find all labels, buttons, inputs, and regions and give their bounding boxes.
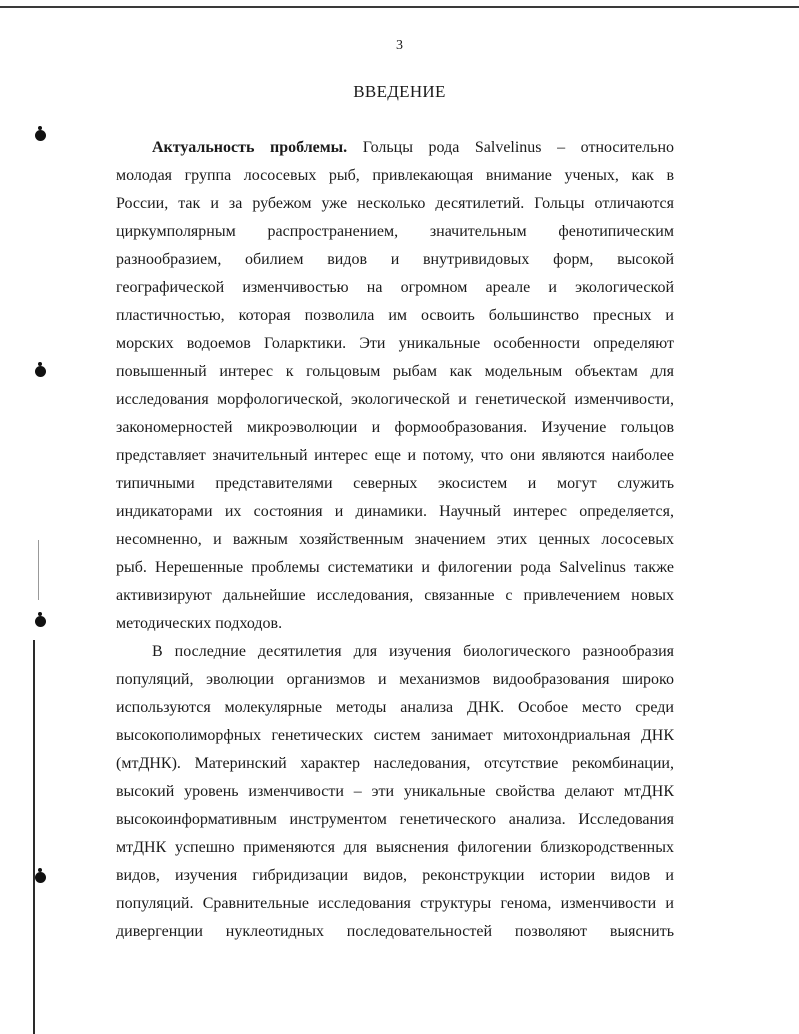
- text-line: представляет значительный интерес еще и потому, что они являются наиболее: [116, 447, 674, 464]
- punch-hole-mark: [35, 366, 46, 377]
- text-line: типичными представителями северных экосистем и могут служить: [116, 475, 674, 492]
- text-line: Актуальность проблемы. Гольцы рода Salvelinus – относительно: [152, 139, 675, 156]
- left-scan-tick: [38, 540, 39, 600]
- punch-hole-mark: [35, 872, 46, 883]
- text-line: высокоинформативным инструментом генетического анализа. Исследования: [116, 811, 674, 828]
- punch-hole-mark: [35, 616, 46, 627]
- text-line: активизируют дальнейшие исследования, связанные с привлечением новых: [116, 587, 674, 604]
- text-line: популяций, эволюции организмов и механизмов видообразования широко: [116, 671, 674, 688]
- text-line: высокий уровень изменчивости – эти уникальные свойства делают мтДНК: [116, 783, 674, 800]
- paragraph-mtdna: [116, 638, 674, 946]
- text-line: России, так и за рубежом уже несколько десятилетий. Гольцы отличаются: [116, 195, 674, 212]
- text-line: исследования морфологической, экологической и генетической изменчивости,: [116, 391, 674, 408]
- text-line: пластичностью, которая позволила им освоить большинство пресных и: [116, 307, 674, 324]
- page-number: 3: [396, 38, 403, 53]
- text-line: дивергенции нуклеотидных последовательностей позволяют выяснить: [116, 923, 674, 940]
- top-scan-border: [0, 6, 799, 8]
- text-line: циркумполярным распространением, значительным фенотипическим: [116, 223, 674, 240]
- text-line: (мтДНК). Материнский характер наследования, отсутствие рекомбинации,: [116, 755, 674, 772]
- punch-hole-mark: [35, 130, 46, 141]
- text-line: молодая группа лососевых рыб, привлекающая внимание ученых, как в: [116, 167, 674, 184]
- text-line: видов, изучения гибридизации видов, реконструкции истории видов и: [116, 867, 674, 884]
- text-line: методических подходов.: [116, 615, 283, 632]
- text-line: используются молекулярные методы анализа ДНК. Особое место среди: [116, 699, 674, 716]
- text-line: рыб. Нерешенные проблемы систематики и филогении рода Salvelinus также: [116, 559, 674, 576]
- left-scan-border: [33, 640, 35, 1034]
- text-line: закономерностей микроэволюции и формообразования. Изучение гольцов: [116, 419, 674, 436]
- text-line: мтДНК успешно применяются для выяснения филогении близкородственных: [116, 839, 674, 856]
- bold-lead: Актуальность проблемы.: [152, 139, 348, 156]
- text-line: высокополиморфных генетических систем занимает митохондриальная ДНК: [116, 727, 674, 744]
- paragraph-relevance: [116, 134, 674, 638]
- text-line: географической изменчивостью на огромном ареале и экологической: [116, 279, 674, 296]
- page-heading: ВВЕДЕНИЕ: [353, 82, 446, 101]
- text-line: разнообразием, обилием видов и внутривидовых форм, высокой: [116, 251, 674, 268]
- text-line: несомненно, и важным хозяйственным значением этих ценных лососевых: [116, 531, 674, 548]
- text-line: индикаторами их состояния и динамики. Научный интерес определяется,: [116, 503, 674, 520]
- body-text: [116, 134, 674, 946]
- text-line: популяций. Сравнительные исследования структуры генома, изменчивости и: [116, 895, 674, 912]
- text-line: повышенный интерес к гольцовым рыбам как модельным объектам для: [116, 363, 674, 380]
- text-line: В последние десятилетия для изучения биологического разнообразия: [152, 643, 674, 660]
- text-line: морских водоемов Голарктики. Эти уникальные особенности определяют: [116, 335, 674, 352]
